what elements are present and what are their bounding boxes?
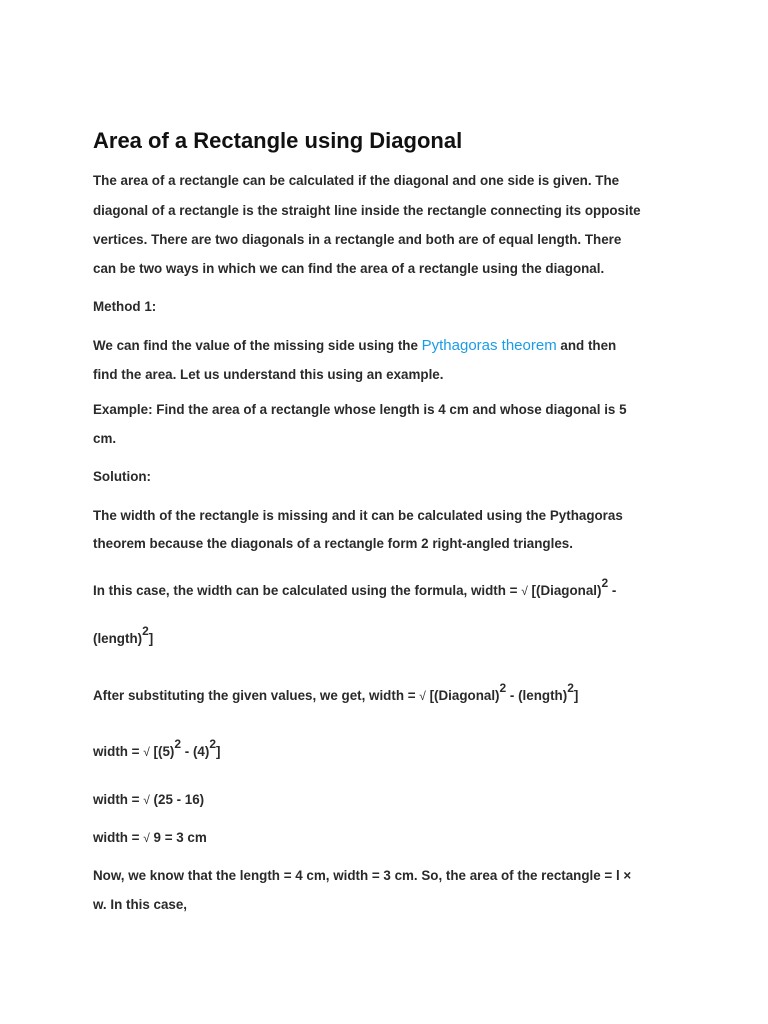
step-1-four: - (4) [181,744,210,759]
method-1-text-line-1 [93,331,678,360]
step-3-prefix: width = [93,830,144,845]
substitution-exponent: 2 [499,680,507,695]
formula-exponent: 2 [142,623,149,638]
calculation-step-3 [93,823,678,853]
intro-paragraph-line-4: can be two ways in which we can find the area of a rectangle using the diagonal. [93,261,605,276]
step-1-close-bracket: ] [216,744,221,759]
method-1-text-after-link: and then [556,338,617,353]
substitution-prefix: After substituting the given values, we get, width = [93,688,420,703]
formula-diagonal: [(Diagonal) [527,583,602,598]
square-root-icon: √ [143,793,150,807]
width-missing-line-1: The width of the rectangle is missing and it can be calculated using the Pythagoras [93,508,623,523]
formula-close-bracket: ] [148,631,154,646]
method-1-text-line-2: find the area. Let us understand this using an example. [93,367,444,382]
intro-paragraph-line-1: The area of a rectangle can be calculated if the diagonal and one side is given. The [93,173,620,188]
substitution-length: - (length) [506,688,568,703]
step-1-five: [(5) [149,744,175,759]
conclusion-line-2: w. In this case, [93,897,188,912]
substitution-close-bracket: ] [573,688,579,703]
step-3-expression: 9 = 3 cm [149,830,207,845]
solution-label: Solution: [93,469,152,484]
method-1-text-before-link: We can find the value of the missing side using the [93,338,422,353]
formula-prefix: In this case, the width can be calculated using the formula, width = [93,583,522,598]
substitution-diagonal: [(Diagonal) [425,688,500,703]
calculation-step-1 [93,737,678,767]
method-1-label: Method 1: [93,299,157,314]
square-root-icon: √ [143,831,150,845]
conclusion-line-1: Now, we know that the length = 4 cm, width = 3 cm. So, the area of the rectangle = l × [93,868,632,883]
formula-minus: - [608,583,617,598]
example-line-1: Example: Find the area of a rectangle whose length is 4 cm and whose diagonal is 5 [93,402,627,417]
step-2-expression: (25 - 16) [149,792,205,807]
square-root-icon: √ [143,745,150,759]
formula-length: (length) [93,631,143,646]
intro-paragraph-line-2: diagonal of a rectangle is the straight line inside the rectangle connecting its opposite [93,203,641,218]
width-missing-line-2: theorem because the diagonals of a rectangle form 2 right-angled triangles. [93,536,573,551]
intro-paragraph-line-3: vertices. There are two diagonals in a rectangle and both are of equal length. There [93,232,622,247]
step-1-exponent: 2 [174,736,182,751]
substitution-exponent: 2 [567,680,574,695]
page-title: Area of a Rectangle using Diagonal [93,128,463,153]
step-1-prefix: width = [93,744,144,759]
square-root-icon: √ [419,689,426,703]
formula-line-1 [93,576,678,606]
pythagoras-theorem-link[interactable]: Pythagoras theorem [421,337,557,354]
step-1-exponent: 2 [209,736,216,751]
step-2-prefix: width = [93,792,144,807]
example-line-2: cm. [93,431,117,446]
substitution-line [93,681,678,711]
square-root-icon: √ [521,584,528,598]
calculation-step-2 [93,785,678,815]
formula-exponent: 2 [601,575,609,590]
formula-line-2 [93,624,678,653]
